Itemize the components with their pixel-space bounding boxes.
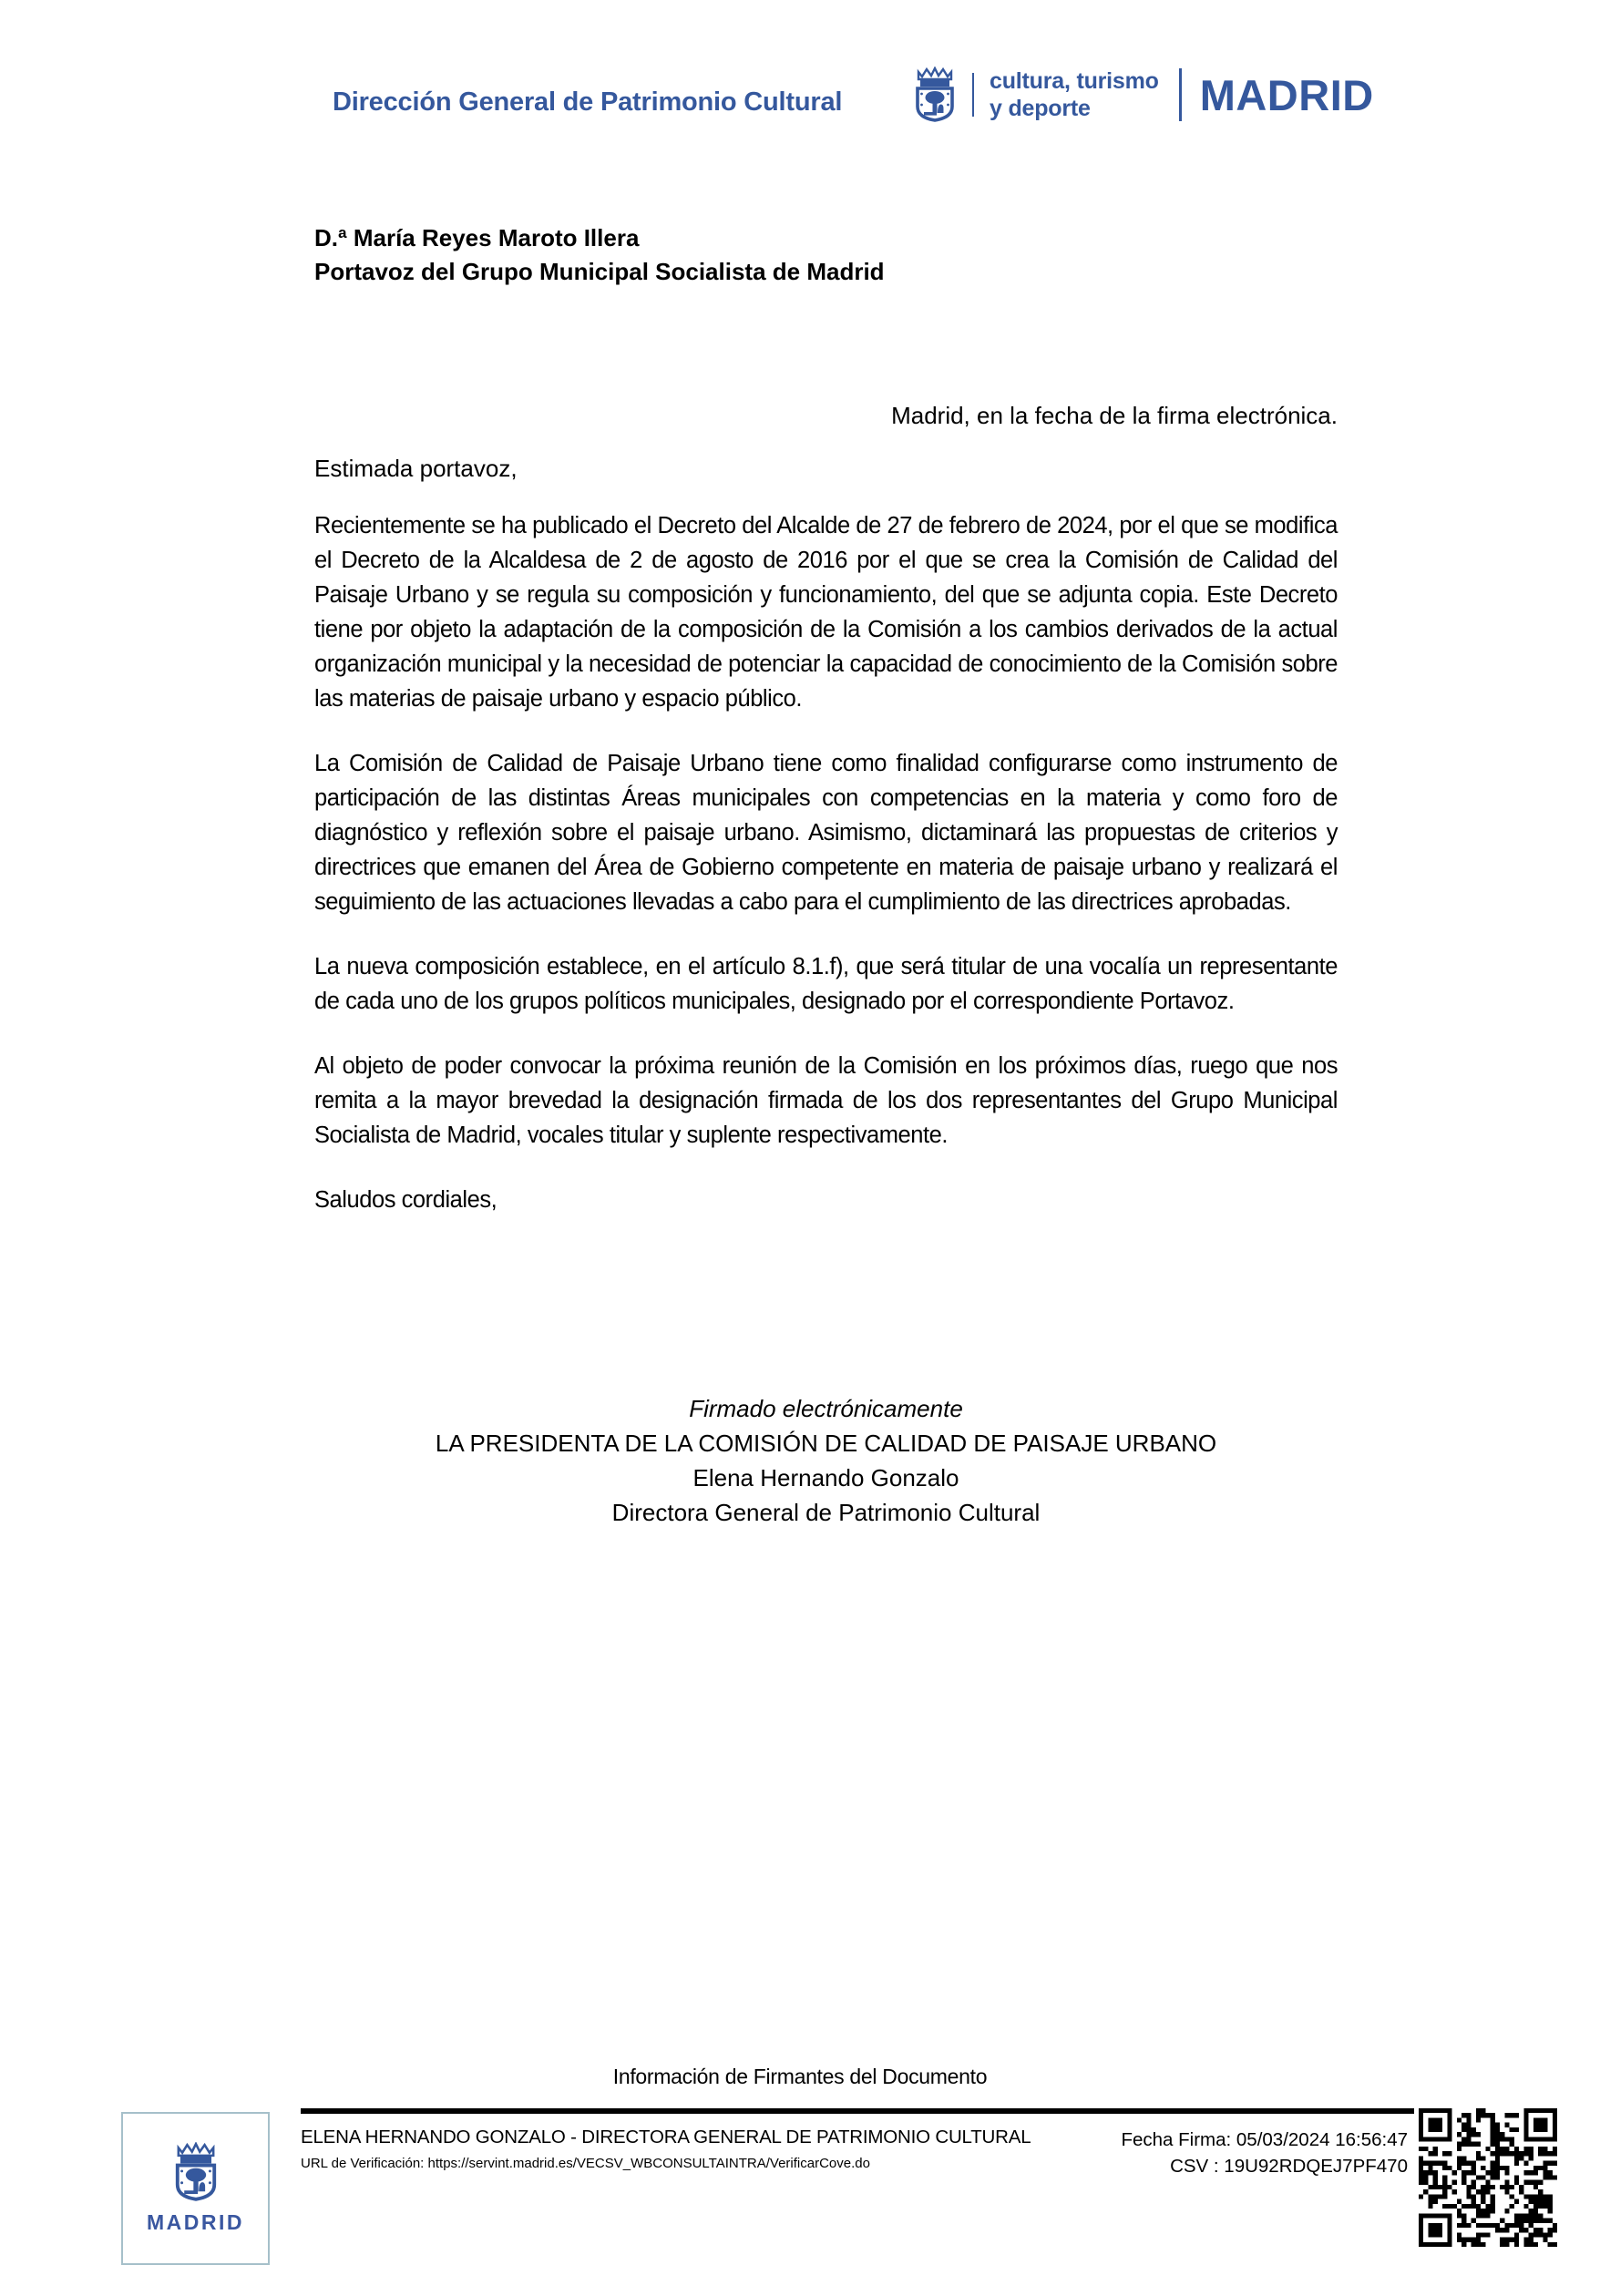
signature-role: LA PRESIDENTA DE LA COMISIÓN DE CALIDAD DE PAISAJE URBANO (435, 1430, 1217, 1457)
signature-name: Elena Hernando Gonzalo (692, 1464, 959, 1491)
logo-area-line2: y deporte (990, 96, 1091, 121)
salutation: Estimada portavoz, (314, 455, 518, 482)
letter-body (314, 508, 1338, 1247)
qr-code (1419, 2108, 1557, 2247)
recipient-block (314, 221, 885, 289)
madrid-wordmark: MADRID (1199, 70, 1374, 119)
signature-method: Firmado electrónicamente (689, 1395, 963, 1422)
dateline: Madrid, en la fecha de la firma electrónica. (891, 402, 1338, 429)
paragraph-4: Al objeto de poder convocar la próxima reunión de la Comisión en los próximos días, ruego que nos remita a la mayor brevedad la designación firmada de los dos representantes del Grupo Municipal Socialista de Madrid, vocales titular y suplente respectivamente. (314, 1053, 1338, 1148)
footer-verification-url: URL de Verificación: https://servint.madrid.es/VECSV_WBCONSULTAINTRA/VerificarCove.do (301, 2156, 870, 2171)
paragraph-3: La nueva composición establece, en el artículo 8.1.f), que será titular de una vocalía un representante de cada uno de los grupos políticos municipales, designado por el correspondiente Portavoz. (314, 954, 1338, 1014)
footer-signer-line: ELENA HERNANDO GONZALO - DIRECTORA GENERAL DE PATRIMONIO CULTURAL (301, 2127, 1031, 2147)
footer-madrid-wordmark: MADRID (147, 2210, 244, 2234)
recipient-title: Portavoz del Grupo Municipal Socialista de Madrid (314, 258, 885, 285)
logo-area-line1: cultura, turismo (990, 68, 1159, 94)
footer-fecha-firma: Fecha Firma: 05/03/2024 16:56:47 (1121, 2129, 1408, 2150)
footer-madrid-logo-box (121, 2112, 270, 2265)
signature-position: Directora General de Patrimonio Cultural (611, 1499, 1041, 1526)
department-title: Dirección General de Patrimonio Cultural (333, 87, 843, 117)
paragraph-1: Recientemente se ha publicado el Decreto del Alcalde de 27 de febrero de 2024, por el que se modifica el Decreto de la Alcaldesa de 2 de agosto de 2016 por el que se crea la Comisión de Calidad del Paisaje Urbano y se regula su composición y funcionamiento, del que se adjunta copia. Este Decreto tiene por objeto la adaptación de la composición de la Comisión a los cambios derivados de la actual organización municipal y la necesidad de potenciar la capacidad de conocimiento de la Comisión sobre las materias de paisaje urbano y espacio público. (314, 513, 1338, 712)
footer-signer-info (301, 2127, 1031, 2171)
signature-block (314, 1391, 1338, 1530)
closing: Saludos cordiales, (314, 1187, 497, 1213)
recipient-name: D.ª María Reyes Maroto Illera (314, 224, 640, 251)
footer-divider-rule (301, 2108, 1414, 2114)
signers-info-title: Información de Firmantes del Documento (612, 2065, 988, 2088)
madrid-shield-icon (169, 2142, 222, 2202)
letter-column (314, 0, 1338, 2296)
footer-csv: CSV : 19U92RDQEJ7PF470 (1170, 2156, 1408, 2177)
paragraph-2: La Comisión de Calidad de Paisaje Urbano tiene como finalidad configurarse como instrumento de participación de las distintas Áreas municipales con competencias en la materia y como foro de diagnóstico y reflexión sobre el paisaje urbano. Asimismo, dictaminará las propuestas de criterios y directrices que emanen del Área de Gobierno competente en materia de paisaje urbano y realizará el seguimiento de las actuaciones llevadas a cabo para el cumplimiento de las directrices aprobadas. (314, 751, 1338, 915)
footer-signature-meta (1121, 2127, 1408, 2179)
